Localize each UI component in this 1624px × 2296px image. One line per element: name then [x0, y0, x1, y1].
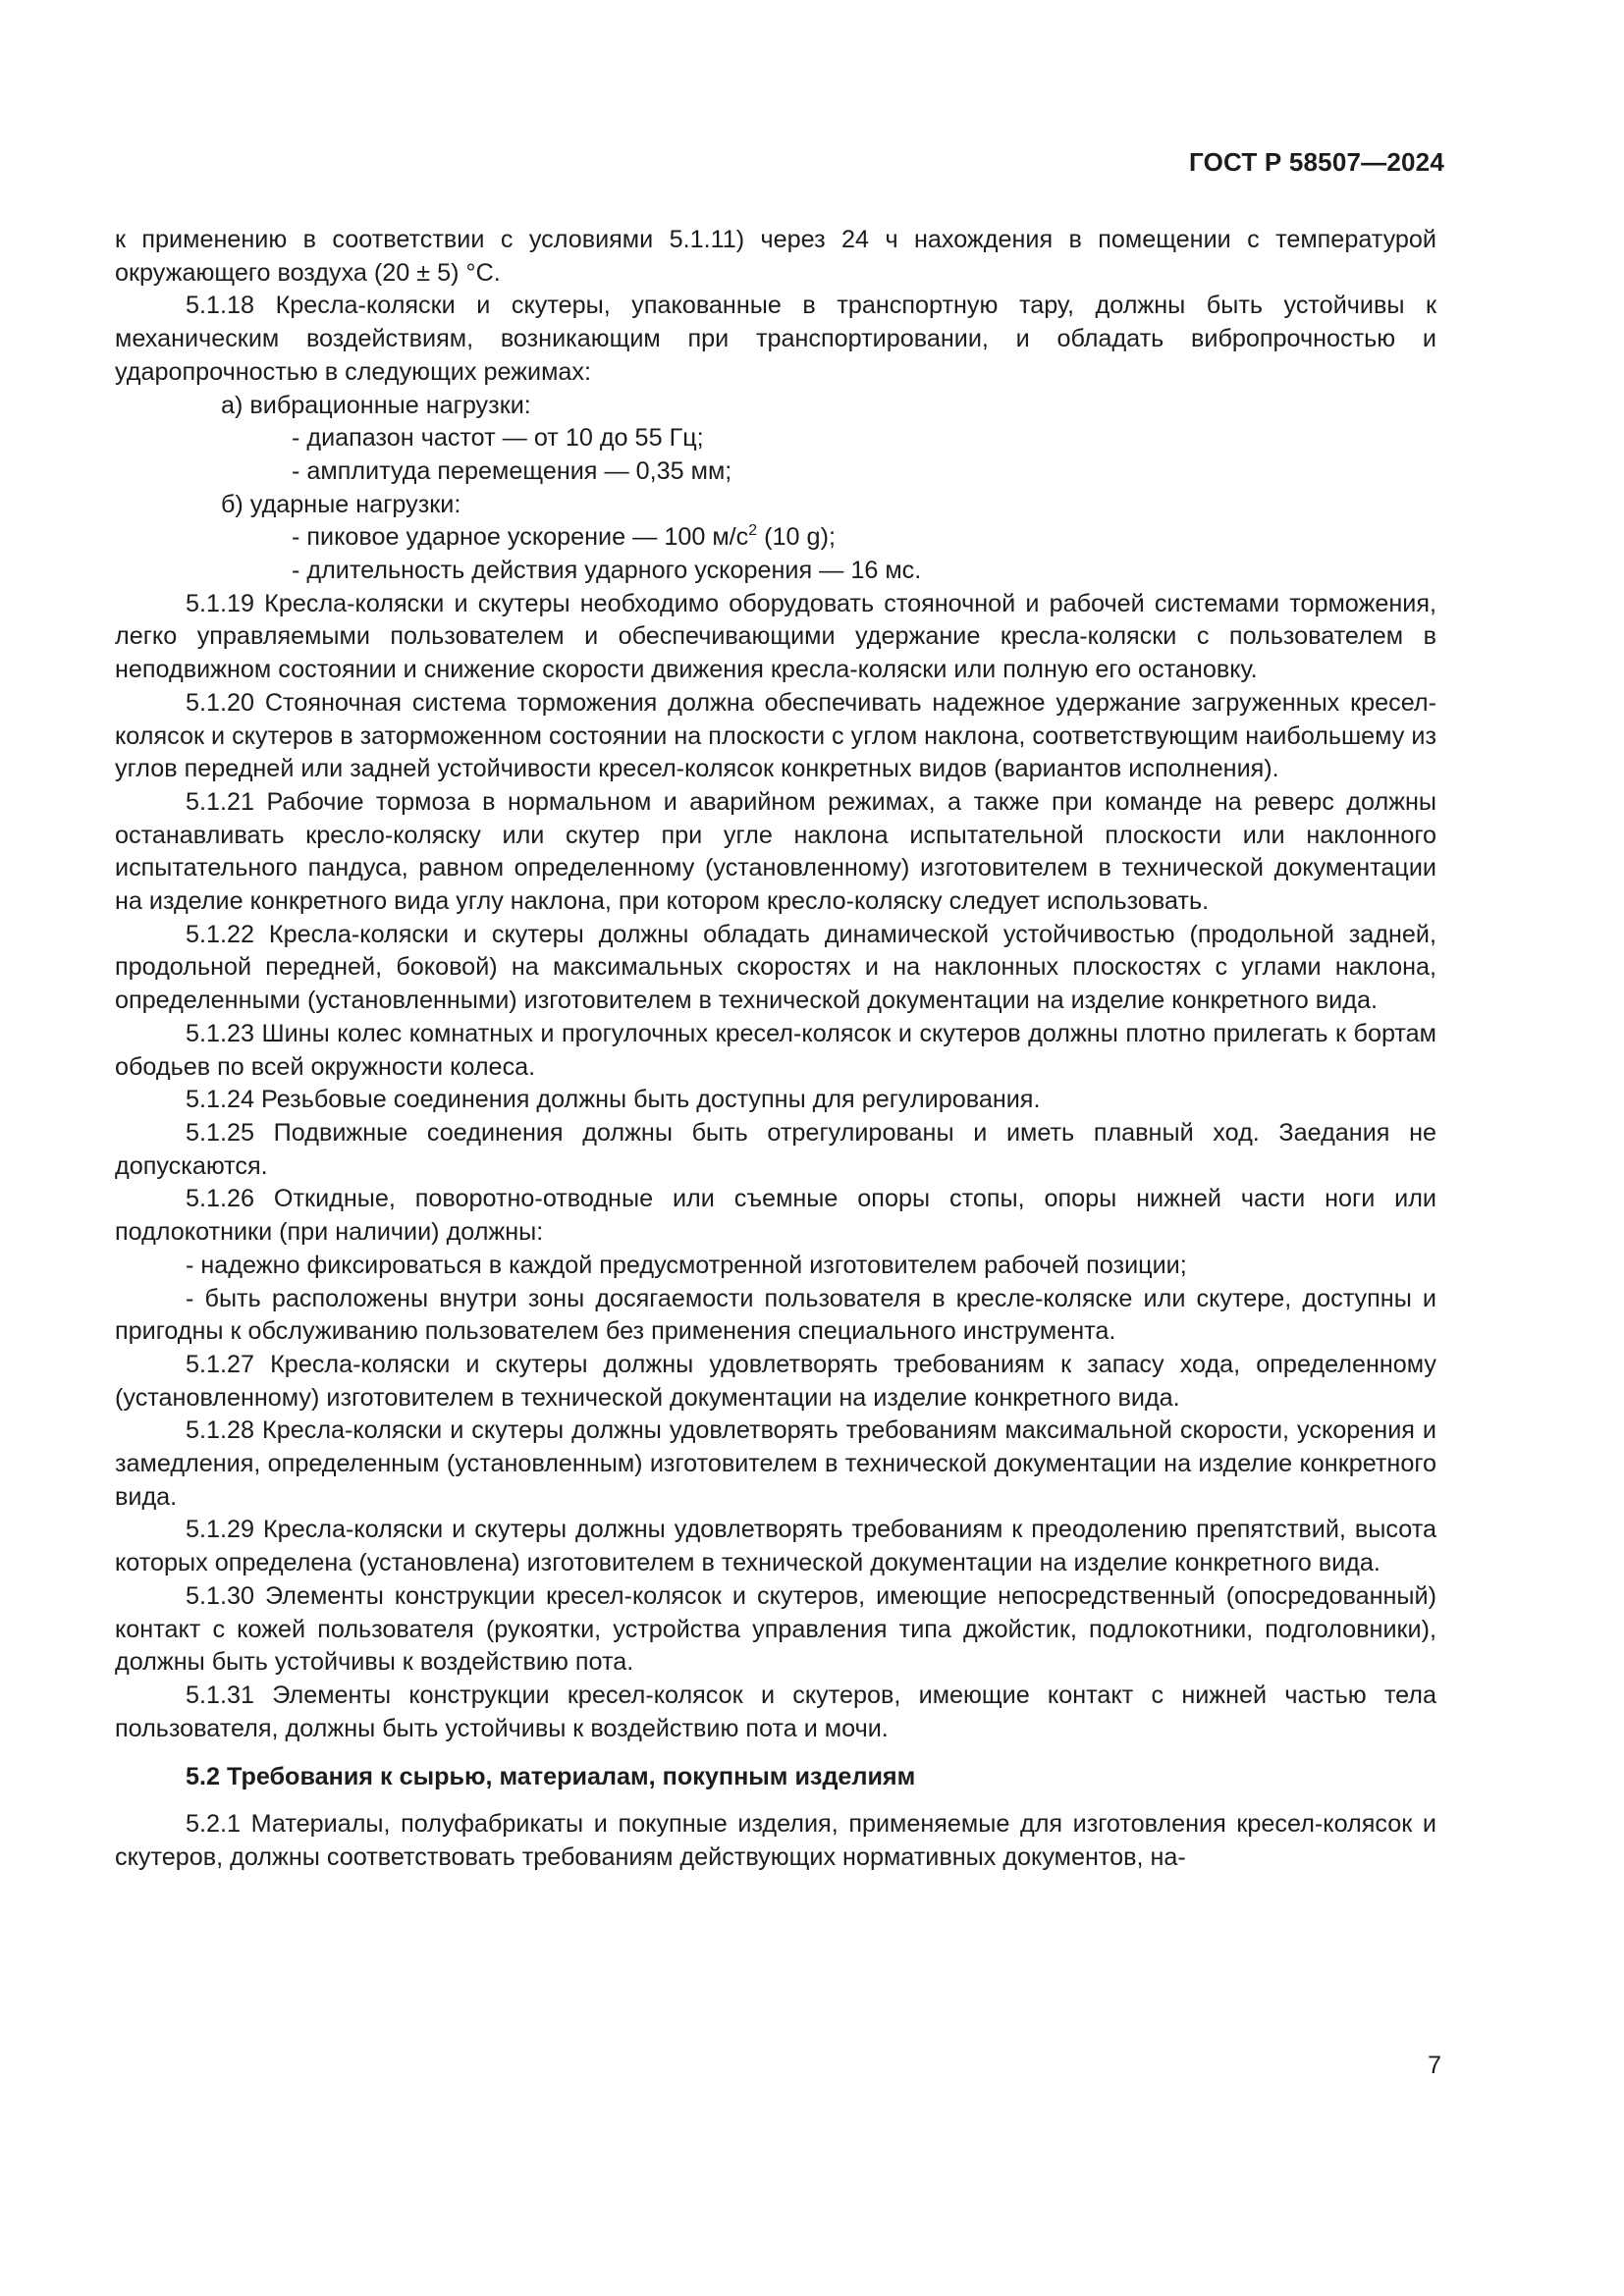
document-body — [115, 224, 1436, 1874]
list-item-b-2: - длительность действия ударного ускорения — 16 мс. — [292, 557, 922, 585]
clause-5-1-22: 5.1.22 Кресла-коляски и скутеры должны обладать динамической устойчивостью (продольной задней, продольной передней, боковой) на максимальных скоростях и на наклонных плоскостях с углами наклона, определенными (установленными) изготовителем в технической документации на изделие конкретного вида. — [115, 920, 1436, 1015]
list-item-a: а) вибрационные нагрузки: — [221, 391, 531, 419]
clause-5-1-19: 5.1.19 Кресла-коляски и скутеры необходимо оборудовать стояночной и рабочей системами торможения, легко управляемыми пользователем и обеспечивающими удержание кресла-коляски с пользователем в неподвижном состоянии и снижение скорости движения кресла-коляски или полную его остановку. — [115, 589, 1436, 684]
page-number: 7 — [1428, 2052, 1441, 2079]
document-code-header: ГОСТ Р 58507—2024 — [1189, 147, 1444, 177]
clause-5-1-18: 5.1.18 Кресла-коляски и скутеры, упакованные в транспортную тару, должны быть устойчивы к механическим воздействиям, возникающим при транспортировании, и обладать вибропрочностью и ударопрочностью в следующих режимах: — [115, 292, 1436, 386]
clause-5-1-30: 5.1.30 Элементы конструкции кресел-колясок и скутеров, имеющие непосредственный (опосредованный) контакт с кожей пользователя (рукоятки, устройства управления типа джойстик, подлокотники, подголовники), должны быть устойчивы к воздействию пота. — [115, 1581, 1436, 1677]
list-item-a-1: - диапазон частот — от 10 до 55 Гц; — [292, 424, 704, 453]
clause-5-1-31: 5.1.31 Элементы конструкции кресел-колясок и скутеров, имеющие контакт с нижней частью тела пользователя, должны быть устойчивы к воздействию пота и мочи. — [115, 1681, 1436, 1742]
clause-5-1-21: 5.1.21 Рабочие тормоза в нормальном и аварийном режимах, а также при команде на реверс должны останавливать кресло-коляску или скутер при угле наклона испытательной плоскости или наклонного испытательного пандуса, равном определенному (установленному) изготовителем в технической документации на изделие конкретного вида углу наклона, при котором кресло-коляску следует использовать. — [115, 787, 1436, 916]
dash-item-2: - быть расположены внутри зоны досягаемости пользователя в кресле-коляске или скутере, доступны и пригодны к обслуживанию пользователем без применения специального инструмента. — [115, 1284, 1436, 1346]
list-item-b-1-tail: (10 g); — [757, 523, 836, 552]
clause-5-2-1: 5.2.1 Материалы, полуфабрикаты и покупные изделия, применяемые для изготовления кресел-колясок и скутеров, должны соответствовать требованиям действующих нормативных документов, на- — [115, 1810, 1436, 1871]
clause-5-1-27: 5.1.27 Кресла-коляски и скутеры должны удовлетворять требованиям к запасу хода, определенному (установленному) изготовителем в технической документации на изделие конкретного вида. — [115, 1350, 1436, 1412]
continued-paragraph: к применению в соответствии с условиями 5.1.11) через 24 ч нахождения в помещении с температурой окружающего воздуха (20 ± 5) °С. — [115, 226, 1436, 287]
list-item-b-1-text: - пиковое ударное ускорение — 100 м/с — [292, 523, 749, 552]
clause-5-1-20: 5.1.20 Стояночная система торможения должна обеспечивать надежное удержание загруженных кресел-колясок и скутеров в заторможенном состоянии на плоскости с углом наклона, соответствующим наибольшему из углов передней или задней устойчивости кресел-колясок конкретных видов (вариантов исполнения). — [115, 688, 1436, 783]
superscript: 2 — [748, 522, 758, 540]
clause-5-1-23: 5.1.23 Шины колес комнатных и прогулочных кресел-колясок и скутеров должны плотно прилегать к бортам ободьев по всей окружности колеса. — [115, 1019, 1436, 1081]
list-item-b-1 — [186, 521, 1436, 555]
section-heading-5-2: 5.2 Требования к сырью, материалам, покупным изделиям — [186, 1763, 916, 1791]
clause-5-1-24: 5.1.24 Резьбовые соединения должны быть доступны для регулирования. — [186, 1086, 1041, 1114]
list-item-b: б) ударные нагрузки: — [221, 490, 461, 518]
list-item-a-2: - амплитуда перемещения — 0,35 мм; — [292, 456, 732, 485]
clause-5-1-26: 5.1.26 Откидные, поворотно-отводные или съемные опоры стопы, опоры нижней части ноги или подлокотники (при наличии) должны: — [115, 1185, 1436, 1247]
clause-5-1-28: 5.1.28 Кресла-коляски и скутеры должны удовлетворять требованиям максимальной скорости, ускорения и замедления, определенным (установленным) изготовителем в технической документации на изделие конкретного вида. — [115, 1416, 1436, 1511]
clause-5-1-25: 5.1.25 Подвижные соединения должны быть отрегулированы и иметь плавный ход. Заедания не допускаются. — [115, 1118, 1436, 1180]
clause-5-1-29: 5.1.29 Кресла-коляски и скутеры должны удовлетворять требованиям к преодолению препятствий, высота которых определена (установлена) изготовителем в технической документации на изделие конкретного вида. — [115, 1516, 1436, 1577]
dash-item-1: - надежно фиксироваться в каждой предусмотренной изготовителем рабочей позиции; — [186, 1251, 1187, 1279]
